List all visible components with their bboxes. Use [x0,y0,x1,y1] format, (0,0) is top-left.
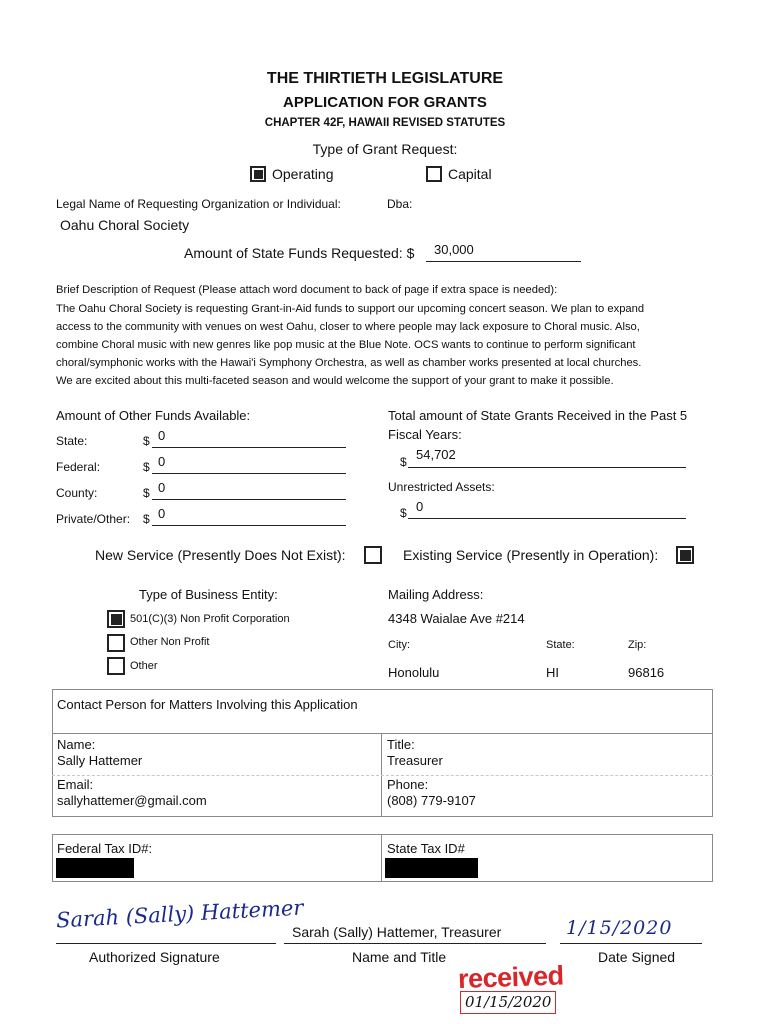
received-date-box [460,991,556,1014]
city-value: Honolulu [388,665,440,680]
signature-underline [56,943,276,944]
tax-column-divider [381,834,382,882]
city-label: City: [388,639,410,651]
state-grants-dollar: $ [400,455,407,469]
signature-name-title-value: Sarah (Sally) Hattemer, Treasurer [292,924,502,940]
county-funds-value: 0 [158,480,166,495]
entity-other-label: Other [130,660,158,672]
dba-label: Dba: [387,197,413,211]
date-signed-label: Date Signed [598,949,676,965]
private-funds-dollar: $ [143,512,150,526]
contact-title-label: Title: [387,737,415,752]
state-funds-value: 0 [158,428,166,443]
entity-501c3-label: 501(C)(3) Non Profit Corporation [130,613,290,625]
received-stamp: received [457,960,565,995]
state-grants-value: 54,702 [416,447,456,462]
contact-title: Contact Person for Matters Involving this Application [57,697,358,712]
checkbox-mark [680,550,691,561]
entity-other-nonprofit-checkbox[interactable] [107,634,125,652]
contact-name-label: Name: [57,737,96,752]
legal-name-value: Oahu Choral Society [60,217,190,233]
operating-label: Operating [272,166,334,182]
federal-funds-dollar: $ [143,460,150,474]
amount-underline [426,261,581,262]
description-line: access to the community with venues on west Oahu, closer to where people may lack exposure to Choral music. Also, [56,321,640,333]
unrestricted-dollar: $ [400,506,407,520]
title-legislature: THE THIRTIETH LEGISLATURE [266,70,504,87]
zip-label: Zip: [628,639,647,651]
description-line: We are excited about this multi-faceted season and would welcome the support of your grant to make it possible. [56,375,614,387]
operating-checkbox[interactable] [250,166,266,182]
capital-label: Capital [448,166,492,182]
existing-service-checkbox[interactable] [676,546,694,564]
state-grants-title: Total amount of State Grants Received in the Past 5 [388,408,688,423]
description-label: Brief Description of Request (Please attach word document to back of page if extra space is needed): [56,284,558,296]
received-date: 01/15/2020 [465,993,552,1011]
description-text [56,300,756,390]
private-funds-value: 0 [158,506,166,521]
title-chapter: CHAPTER 42F, HAWAII REVISED STATUTES [264,117,506,129]
entity-other-checkbox[interactable] [107,657,125,675]
federal-funds-underline [152,473,346,474]
existing-service-label: Existing Service (Presently in Operation): [403,547,659,563]
contact-name-value: Sally Hattemer [57,753,143,768]
other-funds-title: Amount of Other Funds Available: [56,408,251,423]
state-value: HI [546,665,559,680]
private-funds-underline [152,525,346,526]
mailing-street: 4348 Waialae Ave #214 [388,611,525,626]
title-application: APPLICATION FOR GRANTS [283,94,487,111]
state-tax-label: State Tax ID# [387,841,465,856]
state-label: State: [546,639,575,651]
contact-email-label: Email: [57,777,94,792]
county-funds-label: County: [56,486,98,500]
date-underline [560,943,702,944]
description-line: combine Choral music with new genres like pop music at the Blue Note. OCS wants to continue to perform significant [56,339,636,351]
private-funds-label: Private/Other: [56,512,131,526]
contact-email-value: sallyhattemer@gmail.com [57,793,207,808]
contact-divider [52,733,713,734]
checkbox-mark [111,614,122,625]
signature-image: Sarah (Sally) Hattemer [55,895,304,933]
county-funds-dollar: $ [143,486,150,500]
capital-checkbox[interactable] [426,166,442,182]
description-line: choral/symphonic works with the Hawai'i Symphony Orchestra, as well as chamber works presented at local churches. [56,357,642,369]
grant-type-label: Type of Grant Request: [312,141,458,157]
contact-row-divider [52,775,713,776]
name-title-underline [284,943,546,944]
entity-501c3-checkbox[interactable] [107,610,125,628]
federal-tax-label: Federal Tax ID#: [57,841,153,856]
description-line: The Oahu Choral Society is requesting Grant-in-Aid funds to support our upcoming concert season. We plan to expand [56,303,645,315]
authorized-signature-label: Authorized Signature [89,949,220,965]
amount-requested-value: 30,000 [434,242,474,257]
state-tax-redaction [385,858,478,878]
entity-other-nonprofit-label: Other Non Profit [130,636,210,648]
state-grants-underline [408,467,686,468]
new-service-label: New Service (Presently Does Not Exist): [95,547,346,563]
date-signed-value: 1/15/2020 [566,917,673,939]
federal-tax-redaction [56,858,134,878]
name-title-label: Name and Title [352,949,447,965]
federal-funds-value: 0 [158,454,166,469]
unrestricted-underline [408,518,686,519]
federal-funds-label: Federal: [56,460,101,474]
contact-phone-label: Phone: [387,777,429,792]
state-funds-dollar: $ [143,434,150,448]
state-funds-label: State: [56,434,88,448]
state-grants-title-2: Fiscal Years: [388,427,462,442]
contact-title-value: Treasurer [387,753,443,768]
county-funds-underline [152,499,346,500]
amount-requested-label: Amount of State Funds Requested: $ [184,245,415,261]
checkbox-mark [254,170,263,179]
unrestricted-value: 0 [416,499,424,514]
contact-phone-value: (808) 779-9107 [387,793,476,808]
legal-name-label: Legal Name of Requesting Organization or Individual: [56,197,341,211]
unrestricted-label: Unrestricted Assets: [388,480,495,494]
business-entity-title: Type of Business Entity: [139,587,278,602]
new-service-checkbox[interactable] [364,546,382,564]
zip-value: 96816 [628,665,665,680]
state-funds-underline [152,447,346,448]
mailing-title: Mailing Address: [388,587,484,602]
